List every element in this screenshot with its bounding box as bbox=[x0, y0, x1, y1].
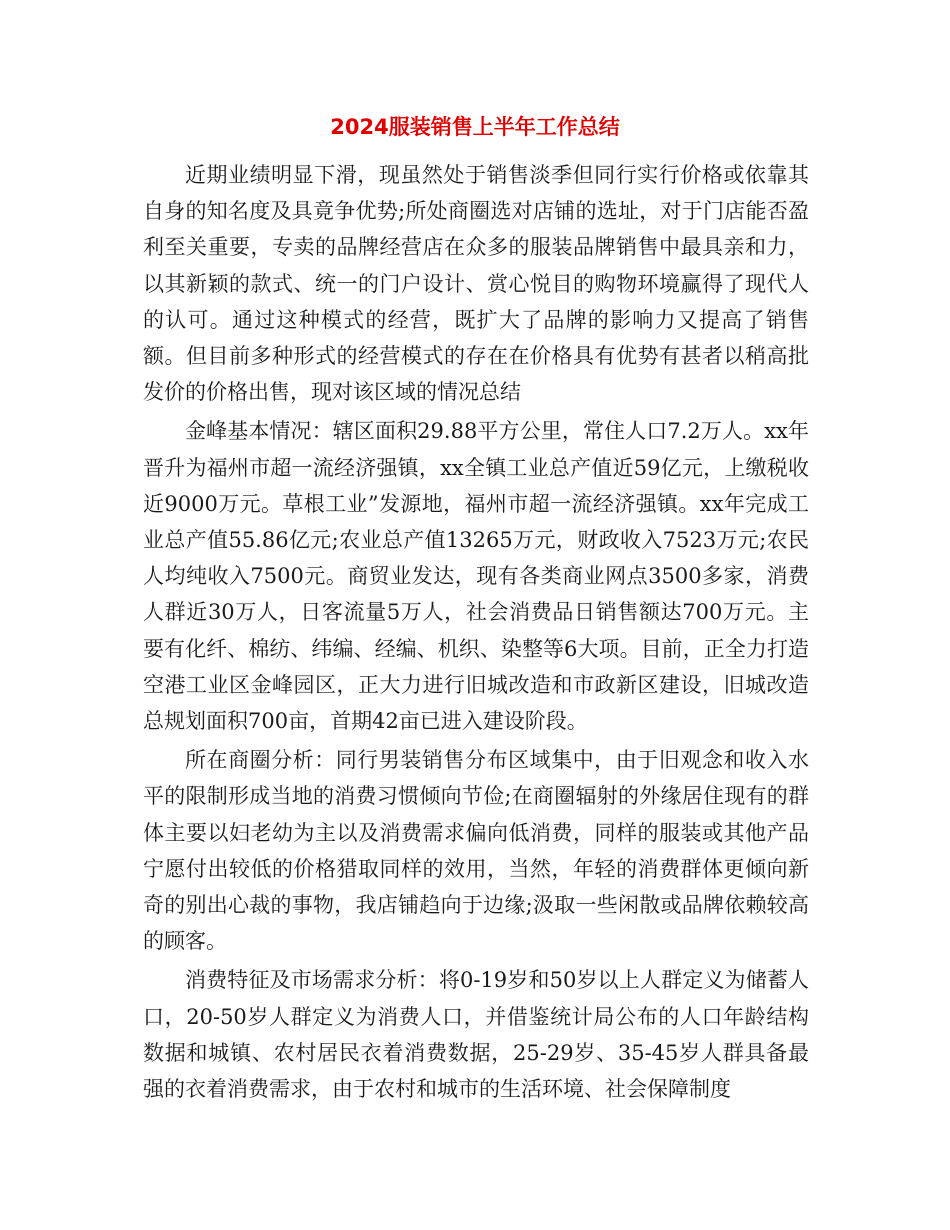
paragraph-jinfeng-overview: 金峰基本情况：辖区面积29.88平方公里，常住人口7.2万人。xx年晋升为福州市超一流经济强镇，xx全镇工业总产值近59亿元，上缴税收近9000万元。草根工业”发源地，福州市超一流经济强镇。xx年完成工业总产值55.86亿元;农业总产值13265万元，财政收入7523万元;农民人均纯收入7500元。商贸业发达，现有各类商业网点3500多家，消费人群近30万人，日客流量5万人，社会消费品日销售额达700万元。主要有化纤、棉纺、纬编、经编、机织、染整等6大项。目前，正全力打造空港工业区金峰园区，正大力进行旧城改造和市政新区建设，旧城改造总规划面积700亩，首期42亩已进入建设阶段。 bbox=[143, 419, 809, 734]
paragraph-trade-area-analysis: 所在商圈分析：同行男装销售分布区域集中，由于旧观念和收入水平的限制形成当地的消费习惯倾向节俭;在商圈辐射的外缘居住现有的群体主要以妇老幼为主以及消费需求偏向低消费，同样的服装或其他产品宁愿付出较低的价格猎取同样的效用，当然，年轻的消费群体更倾向新奇的别出心裁的事物，我店铺趋向于边缘;汲取一些闲散或品牌依赖较高的顾客。 bbox=[143, 748, 809, 954]
document-title: 2024服装销售上半年工作总结 bbox=[330, 115, 620, 139]
document-body bbox=[143, 157, 809, 1107]
paragraph-consumer-demand-analysis: 消费特征及市场需求分析：将0-19岁和50岁以上人群定义为储蓄人口，20-50岁人群定义为消费人口，并借鉴统计局公布的人口年龄结构数据和城镇、农村居民衣着消费数据，25-29岁、35-45岁人群具备最强的衣着消费需求，由于农村和城市的生活环境、社会保障制度 bbox=[143, 968, 809, 1102]
paragraph-intro: 近期业绩明显下滑，现虽然处于销售淡季但同行实行价格或依靠其自身的知名度及具竟争优势;所处商圈选对店铺的选址，对于门店能否盈利至关重要，专卖的品牌经营店在众多的服装品牌销售中最具亲和力，以其新颖的款式、统一的门户设计、赏心悦目的购物环境赢得了现代人的认可。通过这种模式的经营，既扩大了品牌的影响力又提高了销售额。但目前多种形式的经营模式的存在在价格具有优势有甚者以稍高批发价的价格出售，现对该区域的情况总结 bbox=[143, 163, 809, 405]
